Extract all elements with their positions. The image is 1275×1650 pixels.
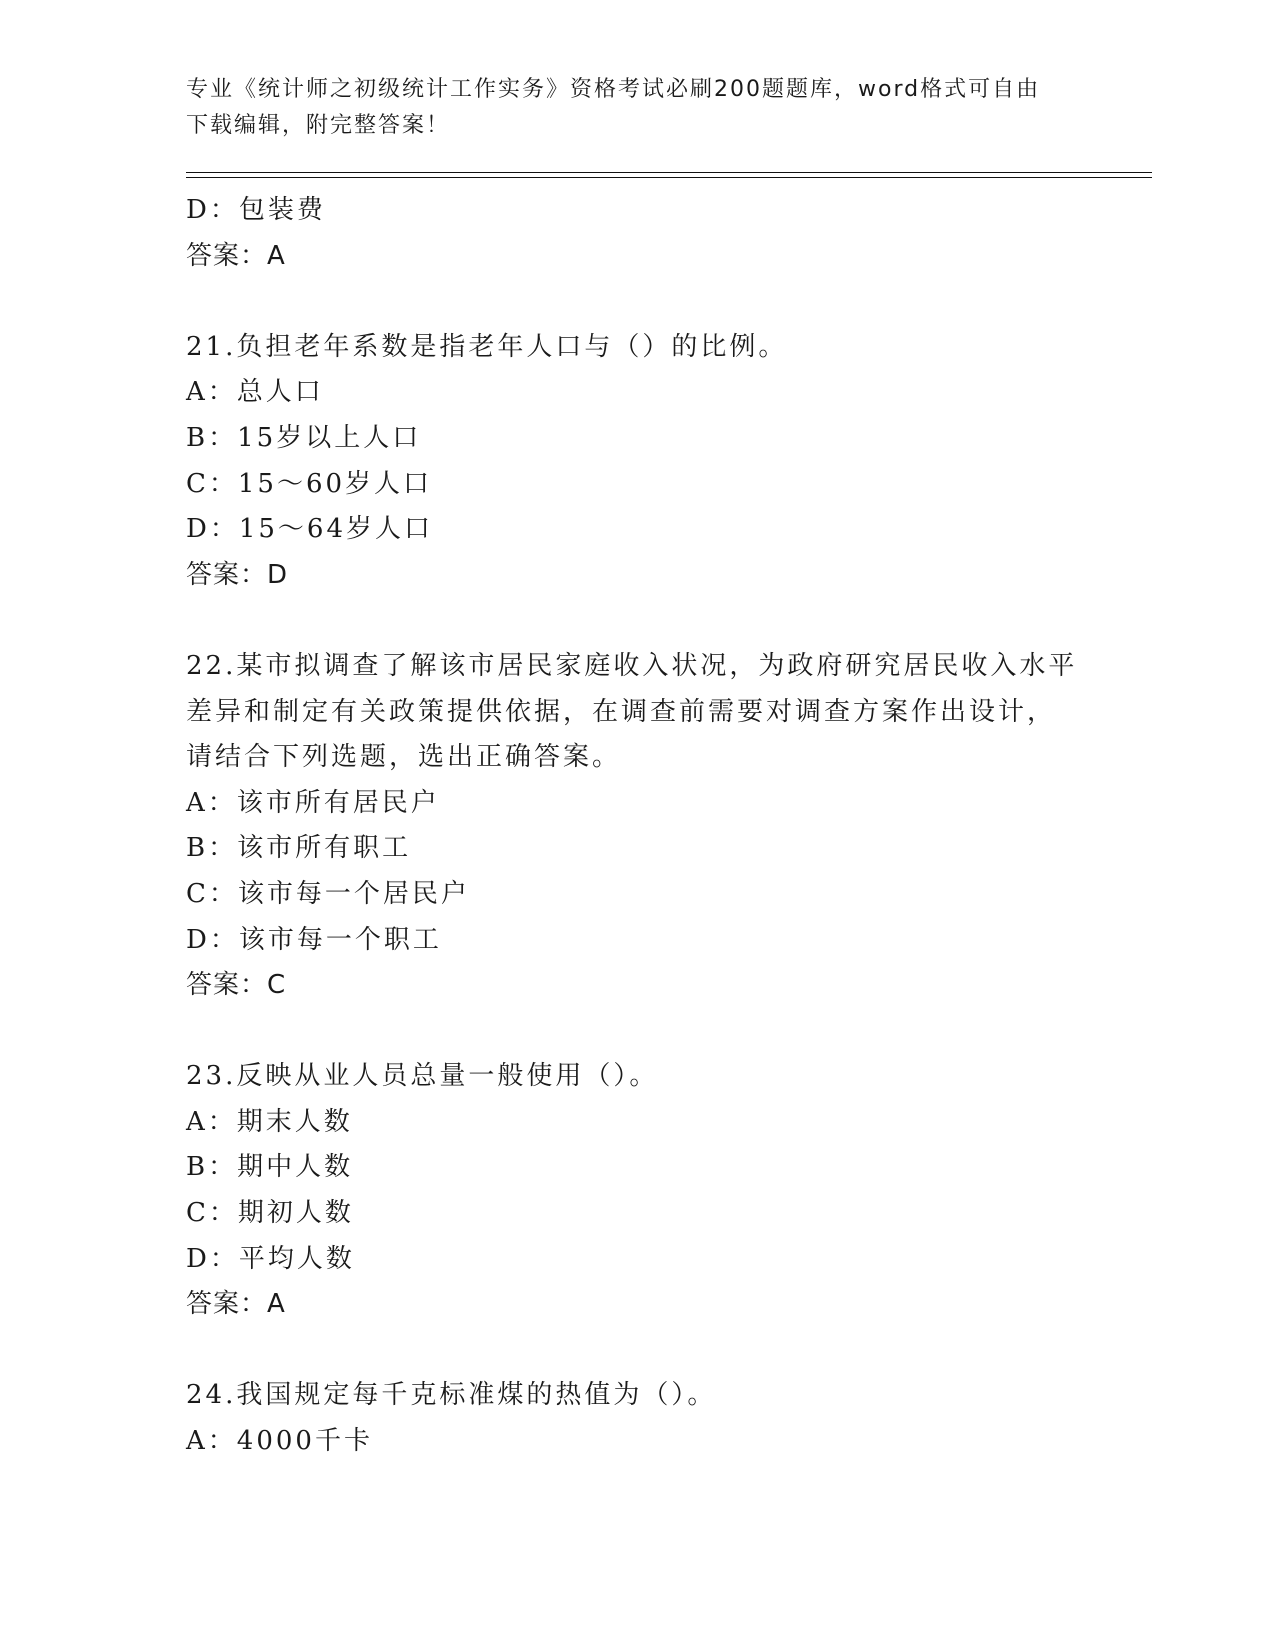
answer-line: 答案：A	[186, 1289, 286, 1320]
document-header	[186, 72, 1086, 144]
option-d: D：平均人数	[186, 1243, 355, 1274]
option-b: B：期中人数	[186, 1152, 354, 1183]
question-stem-line-3: 请结合下列选题，选出正确答案。	[186, 742, 622, 773]
option-b: B：15岁以上人口	[186, 422, 422, 453]
question-21	[186, 325, 1126, 599]
option-a: A：该市所有居民户	[186, 787, 440, 818]
header-rule-bottom	[186, 177, 1152, 178]
option-c: C：期初人数	[186, 1198, 354, 1229]
question-stem-line-2: 差异和制定有关政策提供依据，在调查前需要对调查方案作出设计，	[186, 696, 1057, 727]
question-stem: 21.负担老年系数是指老年人口与（）的比例。	[186, 331, 788, 362]
question-stem: 23.反映从业人员总量一般使用（）。	[186, 1061, 659, 1092]
carryover-question	[186, 188, 1126, 279]
option-a: A：期末人数	[186, 1106, 353, 1137]
header-rule-top	[186, 172, 1152, 173]
option-d: D：包装费	[186, 195, 326, 225]
question-stem-line-1: 22.某市拟调查了解该市居民家庭收入状况，为政府研究居民收入水平	[186, 650, 1078, 681]
question-24	[186, 1373, 1126, 1464]
answer-line: 答案：D	[186, 559, 289, 590]
option-a: A：总人口	[186, 377, 324, 408]
option-a: A：4000千卡	[186, 1426, 373, 1457]
question-22	[186, 644, 1126, 1009]
option-c: C：该市每一个居民户	[186, 878, 470, 909]
option-d: D：15～64岁人口	[186, 514, 434, 545]
question-list	[186, 188, 1126, 1465]
question-stem: 24.我国规定每千克标准煤的热值为（）。	[186, 1380, 717, 1411]
header-line-1: 专业《统计师之初级统计工作实务》资格考试必刷200题题库，word格式可自由	[186, 77, 1041, 102]
option-d: D：该市每一个职工	[186, 924, 442, 955]
header-line-2: 下载编辑，附完整答案！	[186, 113, 451, 138]
answer-line: 答案：A	[186, 240, 286, 271]
option-c: C：15～60岁人口	[186, 468, 433, 499]
answer-line: 答案：C	[186, 970, 287, 1001]
question-23	[186, 1054, 1126, 1328]
option-b: B：该市所有职工	[186, 833, 412, 864]
